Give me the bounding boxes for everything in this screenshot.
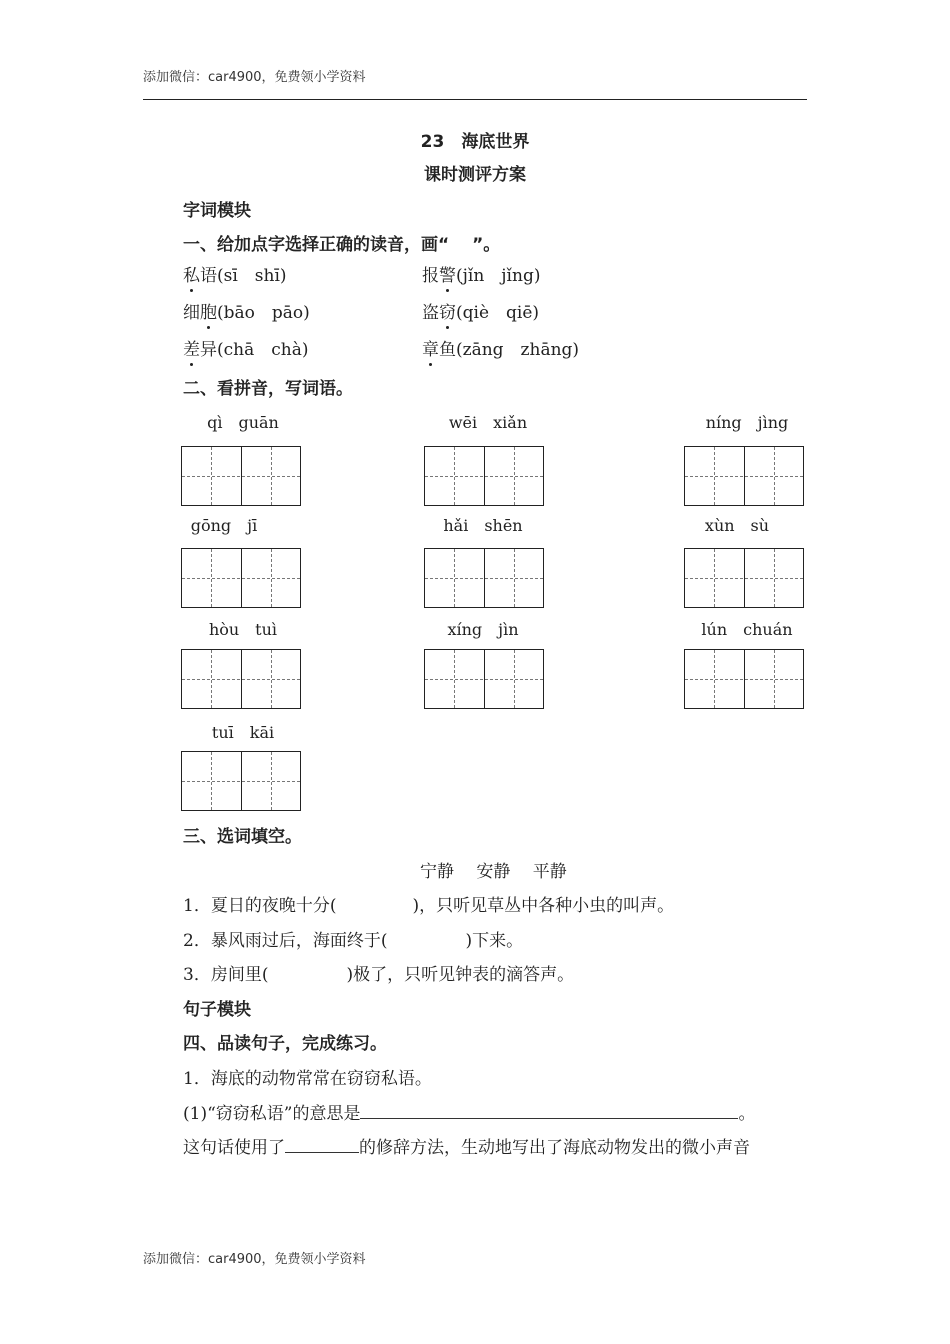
q4-heading: 四、品读句子，完成练习。 — [183, 1034, 387, 1054]
module-vocab-heading: 字词模块 — [183, 201, 251, 221]
dotted-char: 警 — [439, 261, 456, 286]
header-rule — [143, 99, 807, 100]
writing-grid[interactable] — [181, 649, 301, 709]
writing-grid[interactable] — [424, 649, 544, 709]
writing-grid[interactable] — [424, 446, 544, 506]
writing-grid[interactable] — [181, 446, 301, 506]
q3-item-1: 1．夏日的夜晚十分( )，只听见草丛中各种小虫的叫声。 — [183, 896, 675, 916]
dotted-char: 章 — [422, 335, 439, 360]
q3-item-3: 3．房间里( )极了，只听见钟表的滴答声。 — [183, 965, 575, 985]
writing-grid[interactable] — [181, 548, 301, 608]
pinyin-label: wēi xiǎn — [448, 413, 528, 432]
writing-grid[interactable] — [684, 548, 804, 608]
q4-sub1: (1)“窃窃私语”的意思是 。 — [183, 1104, 756, 1124]
writing-grid[interactable] — [684, 446, 804, 506]
q1-item-2: 报警(jǐn jǐng) — [422, 261, 540, 286]
dotted-char: 窃 — [439, 298, 456, 323]
q1-item-1: 私语(sī shī) — [183, 261, 287, 286]
q1-heading: 一、给加点字选择正确的读音，画“ ”。 — [183, 235, 501, 255]
pinyin-label: lún chuán — [701, 620, 793, 639]
q1-item-3: 细胞(bāo pāo) — [183, 298, 310, 323]
module-sentence-heading: 句子模块 — [183, 1000, 251, 1020]
lesson-title: 23 海底世界 — [420, 132, 530, 152]
pinyin-label: xíng jìn — [447, 620, 519, 639]
q1-item-5: 差异(chā chà) — [183, 335, 308, 360]
pinyin-label: qì guān — [207, 413, 279, 432]
page-header: 添加微信：car4900，免费领小学资料 — [143, 70, 366, 85]
q4-sentence: 1．海底的动物常常在窃窃私语。 — [183, 1069, 432, 1089]
pinyin-label: hǎi shēn — [443, 516, 523, 535]
pinyin-label: tuī kāi — [211, 723, 275, 742]
dotted-char: 胞 — [200, 298, 217, 323]
q1-item-6: 章鱼(zāng zhāng) — [422, 335, 579, 360]
lesson-subtitle: 课时测评方案 — [424, 165, 526, 185]
dotted-char: 差 — [183, 335, 200, 360]
q4-sub1-line2: 这句话使用了 的修辞方法，生动地写出了海底动物发出的微小声音 — [183, 1138, 750, 1158]
pinyin-label: níng jìng — [705, 413, 789, 432]
writing-grid[interactable] — [424, 548, 544, 608]
answer-line[interactable] — [285, 1136, 359, 1153]
pinyin-label: xùn sù — [704, 516, 770, 535]
writing-grid[interactable] — [181, 751, 301, 811]
q3-heading: 三、选词填空。 — [183, 827, 302, 847]
q3-word-options: 宁静 安静 平静 — [420, 862, 567, 882]
dotted-char: 私 — [183, 261, 200, 286]
answer-line[interactable] — [360, 1102, 738, 1119]
pinyin-label: gōng jī — [190, 516, 258, 535]
writing-grid[interactable] — [684, 649, 804, 709]
pinyin-label: hòu tuì — [208, 620, 278, 639]
q3-item-2: 2．暴风雨过后，海面终于( )下来。 — [183, 931, 524, 951]
page-footer: 添加微信：car4900，免费领小学资料 — [143, 1252, 366, 1267]
q2-heading: 二、看拼音，写词语。 — [183, 379, 353, 399]
q1-item-4: 盗窃(qiè qiē) — [422, 298, 539, 323]
